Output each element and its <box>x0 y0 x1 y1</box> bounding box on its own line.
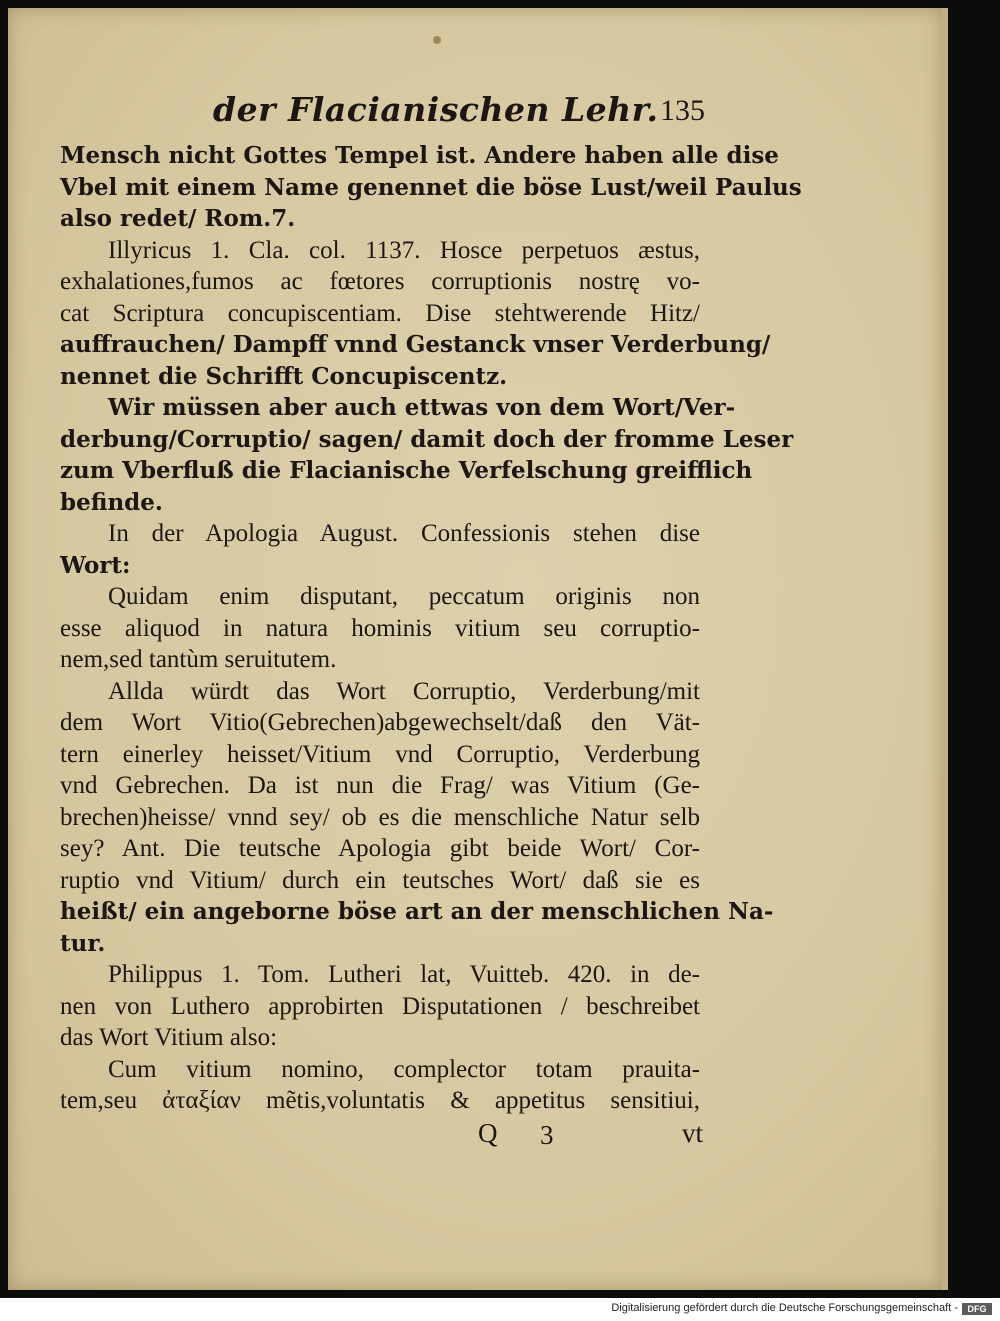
text-line: nen von Luthero approbirten Disputationen / beschreibet <box>60 992 700 1020</box>
page-edge <box>942 8 948 1290</box>
page-number: 135 <box>660 94 705 127</box>
text-line: tern einerley heisset/Vitium vnd Corruptio, Verderbung <box>60 740 700 768</box>
ornament-dot <box>433 36 441 44</box>
text-line: Wort: <box>60 551 131 579</box>
text-line: befinde. <box>60 488 163 516</box>
text-line: Vbel mit einem Name genennet die böse Lust/weil Paulus <box>60 173 802 201</box>
text-line: also redet/ Rom.7. <box>60 205 296 232</box>
catchword: vt <box>681 1118 703 1148</box>
text-line: In der Apologia August. Confessionis stehen dise <box>108 520 700 547</box>
footer-credit: Digitalisierung gefördert durch die Deutsche Forschungsgemeinschaft - <box>611 1302 958 1314</box>
book-page <box>8 8 942 1290</box>
text-line: nem,sed tantùm seruitutem. <box>60 646 337 673</box>
text-line: derbung/Corruptio/ sagen/ damit doch der fromme Leser <box>60 425 794 453</box>
footer <box>0 1298 1000 1321</box>
text-line: Illyricus 1. Cla. col. 1137. Hosce perpetuos æstus, <box>108 236 700 264</box>
text-line: tur. <box>60 929 106 957</box>
body-text <box>60 140 802 1117</box>
text-line: heißt/ ein angeborne böse art an der menschlichen Na- <box>60 898 774 925</box>
text-line: auffrauchen/ Dampff vnnd Gestanck vnser Verderbung/ <box>60 331 771 358</box>
text-line: dem Wort Vitio(Gebrechen)abgewechselt/daß den Vät- <box>60 709 700 736</box>
text-line: brechen)heisse/ vnnd sey/ ob es die menschliche Natur selb <box>60 803 700 831</box>
text-line: Cum vitium nomino, complector totam prauita- <box>108 1055 700 1083</box>
signature-line <box>478 1118 703 1150</box>
text-line: Wir müssen aber auch ettwas von dem Wort/Ver- <box>108 394 736 421</box>
text-line: exhalationes,fumos ac fœtores corruptionis nostrę vo- <box>60 268 700 295</box>
text-line: ruptio vnd Vitium/ durch ein teutsches Wort/ daß sie es <box>60 866 700 894</box>
text-line: Allda würdt das Wort Corruptio, Verderbung/mit <box>108 677 700 705</box>
text-line: sey? Ant. Die teutsche Apologia gibt beide Wort/ Cor- <box>60 835 700 862</box>
signature-number: 3 <box>540 1120 554 1150</box>
text-line: Mensch nicht Gottes Tempel ist. Andere haben alle dise <box>60 142 779 169</box>
text-line: zum Vberfluß die Flacianische Verfelschung greifflich <box>60 457 753 484</box>
text-line: Quidam enim disputant, peccatum originis non <box>108 583 700 610</box>
text-line: cat Scriptura concupiscentiam. Dise stehtwerende Hitz/ <box>60 299 700 327</box>
text-line: das Wort Vitium also: <box>60 1024 278 1051</box>
text-line: nennet die Schrifft Concupiscentz. <box>60 362 508 390</box>
text-line: tem,seu ἀταξίαν mẽtis,voluntatis & appetitus sensitiui, <box>60 1087 700 1114</box>
text-line: Philippus 1. Tom. Lutheri lat, Vuitteb. 420. in de- <box>108 961 700 988</box>
text-line: esse aliquod in natura hominis vitium seu corruptio- <box>60 614 700 642</box>
signature-mark: Q <box>478 1118 498 1148</box>
text-line: vnd Gebrechen. Da ist nun die Frag/ was Vitium (Ge- <box>60 772 700 799</box>
dfg-logo: DFG <box>962 1303 992 1315</box>
running-head: der Flacianischen Lehr. <box>213 90 659 129</box>
